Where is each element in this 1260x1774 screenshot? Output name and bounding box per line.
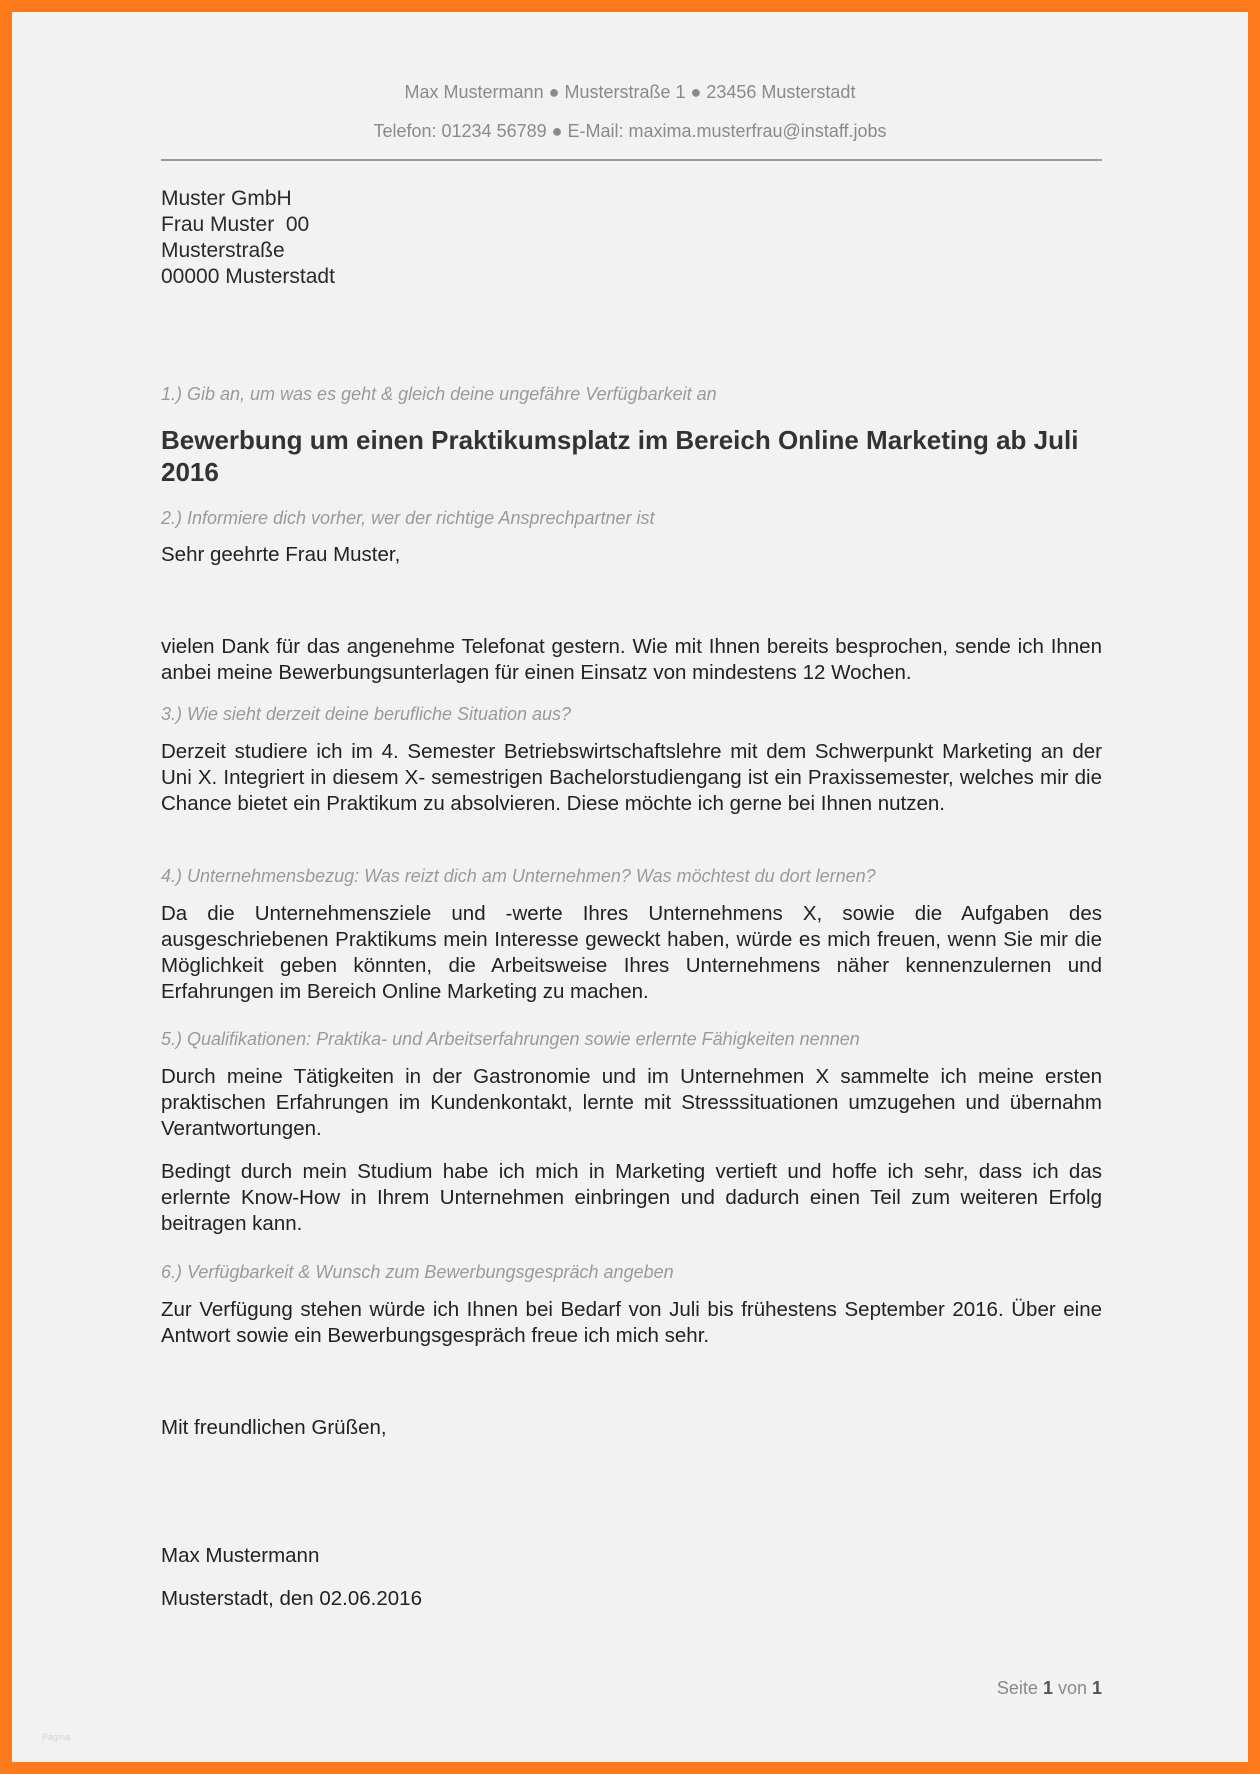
recipient-company: Muster GmbH	[161, 187, 292, 210]
hint-1: 1.) Gib an, um was es geht & gleich deine ungefähre Verfügbarkeit an	[161, 384, 717, 404]
page-middle: von	[1052, 1678, 1092, 1698]
recipient-city: 00000 Musterstadt	[161, 265, 335, 288]
hint-6: 6.) Verfügbarkeit & Wunsch zum Bewerbungsgespräch angeben	[161, 1262, 674, 1282]
watermark: Pagina	[42, 1732, 71, 1742]
page-prefix: Seite	[996, 1678, 1043, 1698]
letter-subject: Bewerbung um einen Praktikumsplatz im Bereich Online Marketing ab Juli 2016	[161, 425, 1079, 487]
paragraph-situation: Derzeit studiere ich im 4. Semester Betriebswirtschaftslehre mit dem Schwerpunkt Marketing an der Uni X. Integriert in diesem X- semestrigen Bachelorstudiengang ist ein Praxissemester, welches mir die Chance bietet ein Praktikum zu absolvieren. Diese möchte ich gerne bei Ihnen nutzen.	[161, 740, 1102, 815]
letter-page	[12, 12, 1248, 1762]
hint-2: 2.) Informiere dich vorher, wer der richtige Ansprechpartner ist	[161, 508, 655, 528]
paragraph-qualifications: Durch meine Tätigkeiten in der Gastronomie und im Unternehmen X sammelte ich meine ersten praktischen Erfahrungen im Kundenkontakt, lernte mit Stresssituationen umzugehen und übernahm Verantwortungen.	[161, 1065, 1102, 1140]
signature: Max Mustermann	[161, 1544, 320, 1567]
letterhead-contact: Telefon: 01234 56789 ● E-Mail: maxima.musterfrau@instaff.jobs	[373, 121, 887, 141]
header-divider	[161, 159, 1102, 161]
place-date: Musterstadt, den 02.06.2016	[161, 1587, 422, 1610]
paragraph-availability: Zur Verfügung stehen würde ich Ihnen bei Bedarf von Juli bis frühestens September 2016. Über eine Antwort sowie ein Bewerbungsgespräch freue ich mich sehr.	[161, 1298, 1102, 1347]
page-number	[997, 1678, 1102, 1699]
recipient-street: Musterstraße	[161, 239, 285, 262]
letterhead-address: Max Mustermann ● Musterstraße 1 ● 23456 Musterstadt	[404, 82, 856, 102]
paragraph-studies: Bedingt durch mein Studium habe ich mich in Marketing vertieft und hoffe ich sehr, dass ich das erlernte Know-How in Ihrem Unternehmen einbringen und dadurch einen Teil zum weiteren Erfolg beitragen kann.	[161, 1160, 1102, 1235]
recipient-address	[161, 186, 335, 290]
closing: Mit freundlichen Grüßen,	[161, 1416, 387, 1439]
hint-4: 4.) Unternehmensbezug: Was reizt dich am Unternehmen? Was möchtest du dort lernen?	[161, 866, 876, 886]
hint-5: 5.) Qualifikationen: Praktika- und Arbeitserfahrungen sowie erlernte Fähigkeiten nennen	[161, 1029, 860, 1049]
page-total: 1	[1091, 1678, 1102, 1698]
page-current: 1	[1042, 1678, 1053, 1698]
paragraph-company: Da die Unternehmensziele und -werte Ihres Unternehmens X, sowie die Aufgaben des ausgeschriebenen Praktikums mein Interesse geweckt haben, würde es mich freuen, wenn Sie mir die Möglichkeit geben könnten, die Arbeitsweise Ihres Unternehmens näher kennenzulernen und Erfahrungen im Bereich Online Marketing zu machen.	[161, 902, 1102, 1003]
salutation: Sehr geehrte Frau Muster,	[161, 543, 401, 566]
paragraph-intro: vielen Dank für das angenehme Telefonat gestern. Wie mit Ihnen bereits besprochen, sende ich Ihnen anbei meine Bewerbungsunterlagen für einen Einsatz von mindestens 12 Wochen.	[161, 635, 1102, 684]
recipient-person: Frau Muster 00	[161, 213, 310, 236]
hint-3: 3.) Wie sieht derzeit deine berufliche Situation aus?	[161, 704, 572, 724]
